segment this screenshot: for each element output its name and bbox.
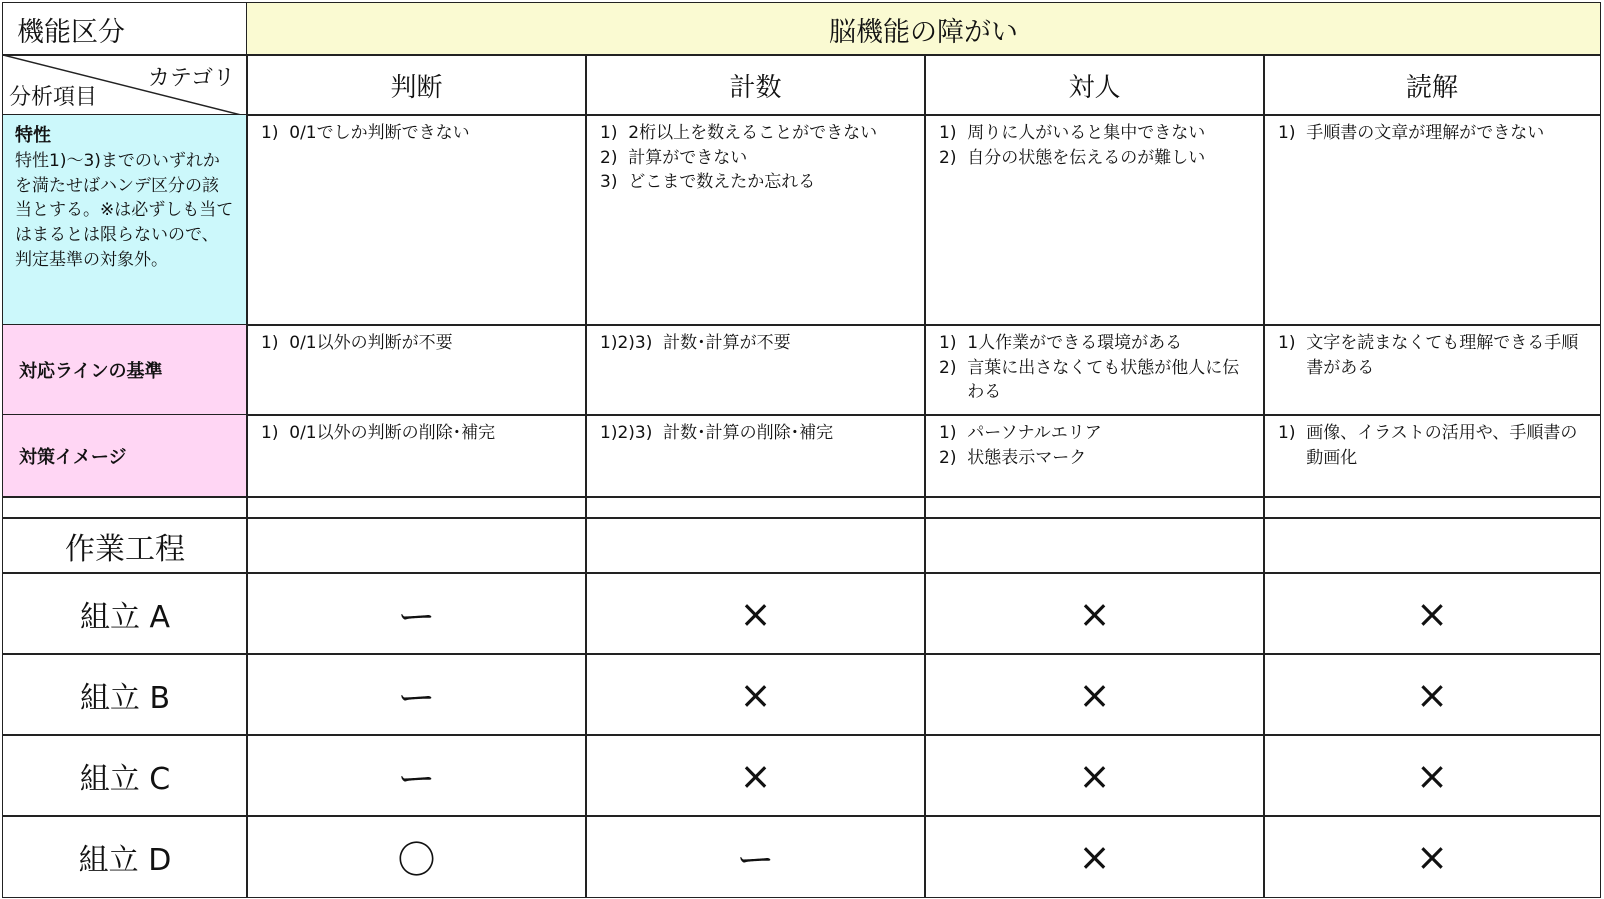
process-mark: × [1263, 815, 1601, 898]
list-number: 1) [261, 123, 290, 143]
measures-cell [1263, 414, 1601, 498]
list-line [939, 121, 1250, 146]
list-line [1278, 331, 1586, 380]
traits-cell [585, 114, 926, 326]
list-number: 1) [1278, 123, 1307, 143]
list-number: 3) [600, 172, 629, 193]
traits-cell [246, 114, 587, 326]
list-line [261, 421, 572, 446]
list-line [600, 421, 911, 446]
list-text: 文字を読まなくても理解できる手順書がある [1306, 333, 1579, 378]
process-name: 組立 B [2, 653, 248, 736]
spacer-cell [2, 496, 248, 519]
list-number: 1) [1278, 423, 1307, 443]
process-mark: ー [246, 653, 587, 736]
list-text: パーソナルエリア [967, 423, 1102, 443]
category-header: 読解 [1263, 54, 1601, 116]
process-mark: × [924, 815, 1265, 898]
list-number: 1) [939, 423, 968, 443]
process-mark: × [924, 653, 1265, 736]
list-number: 1) [939, 123, 968, 143]
list-text: 2桁以上を数えることができない [628, 123, 878, 143]
list-number: 2) [939, 447, 968, 468]
category-header: 対人 [924, 54, 1265, 116]
criteria-cell [246, 324, 587, 416]
list-number: 1)2)3) [600, 423, 664, 443]
process-mark: ー [585, 815, 926, 898]
process-mark: × [1263, 572, 1601, 655]
list-number: 1) [261, 333, 290, 353]
list-text: 0/1以外の判断が不要 [289, 333, 453, 353]
function-category-header: 機能区分 [2, 2, 248, 56]
list-number: 1) [939, 333, 968, 353]
measures-cell [585, 414, 926, 498]
process-header: 作業工程 [2, 517, 248, 574]
process-mark: × [585, 653, 926, 736]
list-text: 計算ができない [628, 147, 748, 168]
spacer-cell [246, 496, 587, 519]
list-line [1278, 421, 1586, 470]
traits-description: 特性1)～3)までのいずれかを満たせばハンデ区分の該当とする。※は必ずしも当てはまるとは限らないので、判定基準の対象外。 [15, 151, 234, 270]
list-line [939, 421, 1250, 446]
list-text: 1人作業ができる環境がある [967, 333, 1183, 353]
list-line [261, 121, 572, 146]
process-mark: × [585, 734, 926, 817]
spacer-cell [585, 496, 926, 519]
list-text: 計数･計算の削除･補完 [663, 423, 834, 443]
criteria-cell [1263, 324, 1601, 416]
list-line [600, 170, 911, 195]
list-number: 1) [261, 423, 290, 443]
list-text: 0/1以外の判断の削除･補完 [289, 423, 496, 443]
list-text: 状態表示マーク [967, 447, 1087, 468]
measures-label-cell: 対策イメージ [2, 414, 248, 498]
process-header-empty [1263, 517, 1601, 574]
process-mark: ー [246, 734, 587, 817]
list-text: どこまで数えたか忘れる [628, 172, 816, 193]
list-number: 2) [600, 147, 629, 168]
list-number: 2) [939, 147, 968, 168]
traits-label-cell [2, 114, 248, 326]
list-number: 1)2)3) [600, 333, 664, 353]
process-mark: × [1263, 653, 1601, 736]
list-number: 1) [600, 123, 629, 143]
measures-cell [924, 414, 1265, 498]
list-text: 自分の状態を伝えるのが難しい [967, 147, 1206, 168]
criteria-label-cell: 対応ラインの基準 [2, 324, 248, 416]
list-line [600, 146, 911, 171]
list-text: 言葉に出さなくても状態が他人に伝わる [967, 357, 1240, 403]
list-line [939, 356, 1250, 405]
process-name: 組立 D [2, 815, 248, 898]
list-number: 1) [1278, 333, 1307, 353]
category-header: 判断 [246, 54, 587, 116]
diag-item-label: 分析項目 [9, 85, 98, 110]
process-mark: ー [246, 572, 587, 655]
list-line [939, 146, 1250, 171]
criteria-cell [585, 324, 926, 416]
process-name: 組立 A [2, 572, 248, 655]
list-line [939, 331, 1250, 356]
list-text: 0/1でしか判断できない [289, 123, 470, 143]
traits-cell [1263, 114, 1601, 326]
diag-category-label: カテゴリ [147, 66, 235, 91]
list-number: 2) [939, 357, 968, 378]
process-mark: × [924, 734, 1265, 817]
process-header-empty [924, 517, 1265, 574]
diagonal-header-cell [2, 54, 248, 116]
spacer-cell [924, 496, 1265, 519]
process-header-empty [585, 517, 926, 574]
criteria-cell [924, 324, 1265, 416]
list-line [1278, 121, 1586, 146]
list-line [939, 446, 1250, 471]
traits-title: 特性 [15, 125, 51, 146]
spacer-cell [1263, 496, 1601, 519]
process-mark: × [585, 572, 926, 655]
list-text: 周りに人がいると集中できない [967, 123, 1206, 143]
process-mark: 〇 [246, 815, 587, 898]
traits-cell [924, 114, 1265, 326]
list-text: 手順書の文章が理解ができない [1306, 123, 1545, 143]
main-title-header: 脳機能の障がい [246, 2, 1601, 56]
list-text: 計数･計算が不要 [663, 333, 791, 353]
process-mark: × [924, 572, 1265, 655]
process-mark: × [1263, 734, 1601, 817]
list-text: 画像、イラストの活用や、手順書の動画化 [1306, 423, 1578, 468]
list-line [261, 331, 572, 356]
list-line [600, 331, 911, 356]
list-line [600, 121, 911, 146]
process-header-empty [246, 517, 587, 574]
category-header: 計数 [585, 54, 926, 116]
process-name: 組立 C [2, 734, 248, 817]
measures-cell [246, 414, 587, 498]
